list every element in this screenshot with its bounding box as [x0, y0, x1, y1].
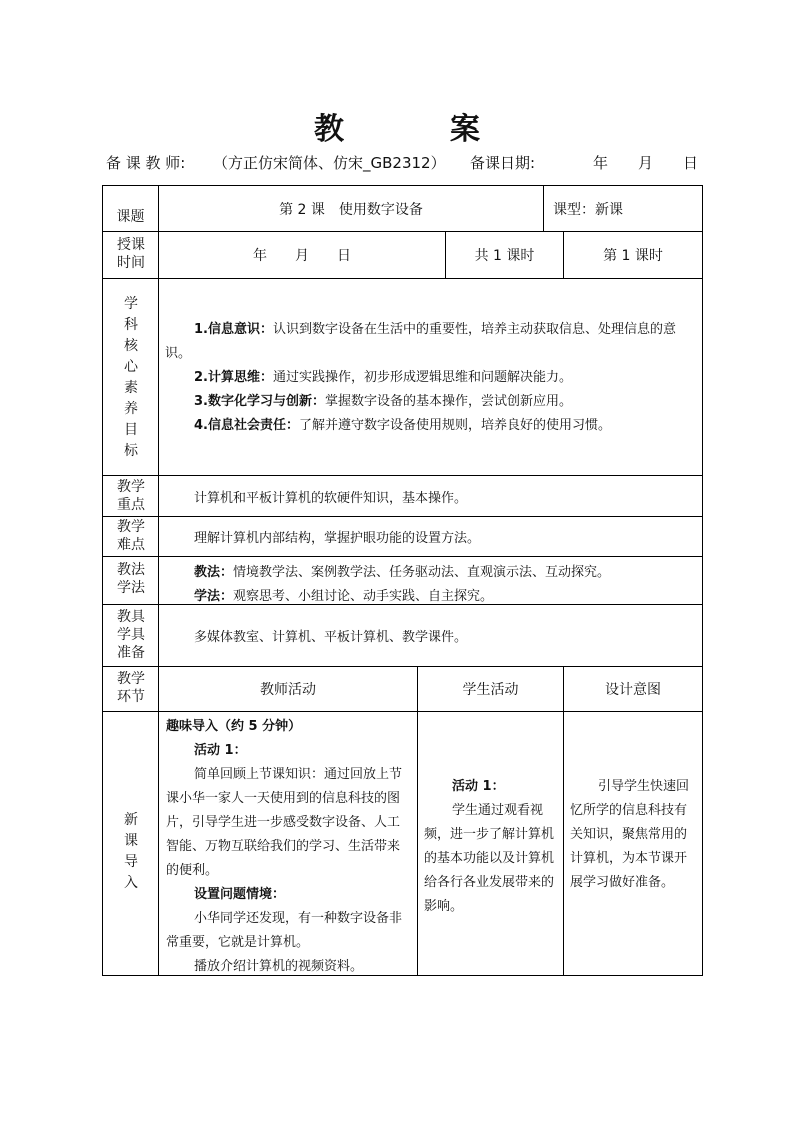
difficult-value: 理解计算机内部结构，掌握护眼功能的设置方法。: [194, 531, 481, 546]
learn-method-head: 学法：: [194, 589, 234, 604]
goal-head: 4.信息社会责任：: [194, 418, 299, 433]
intro-section-title: 趣味导入（约 5 分钟）: [166, 719, 302, 734]
date-value: 年 月 日: [593, 154, 699, 172]
current-hour: 第 1 课时: [603, 248, 663, 264]
goal-text: 掌握数字设备的基本操作，尝试创新应用。: [324, 394, 572, 409]
learn-method: 观察思考、小组讨论、动手实践、自主探究。: [233, 589, 494, 604]
topic-label: 课题: [116, 208, 145, 225]
goal-text: 认识到数字设备在生活中的重要性，培养主动获取信息、处理信息的意识。: [165, 322, 676, 361]
goal-head: 2.计算思维：: [194, 370, 273, 385]
key-value: 计算机和平板计算机的软硬件知识，基本操作。: [194, 491, 468, 506]
difficult-label: 教学难点: [117, 519, 145, 553]
student-activity-text: 学生通过观看视频，进一步了解计算机的基本功能以及计算机给各行各业发展带来的影响。: [424, 803, 555, 914]
activity-title: 活动 1：: [194, 743, 247, 758]
date-label: 备课日期:: [470, 154, 536, 172]
teach-method-head: 教法：: [194, 565, 234, 580]
key-label: 教学重点: [117, 479, 145, 513]
goal-head: 3.数字化学习与创新：: [194, 394, 325, 409]
intro-teacher-activity: [166, 715, 412, 979]
page-title: 教 案: [314, 112, 518, 147]
method-label: 教法学法: [117, 562, 145, 596]
goal-text: 了解并遵守数字设备使用规则，培养良好的使用习惯。: [298, 418, 611, 433]
student-activity-header: 学生活动: [462, 682, 519, 698]
student-activity-title: 活动 1：: [452, 779, 505, 794]
time-label: 授课时间: [117, 237, 145, 271]
scene-text: 小华同学还发现，有一种数字设备非常重要，它就是计算机。: [166, 911, 403, 950]
goal-head: 1.信息意识：: [194, 322, 273, 337]
stage-label: 教学环节: [117, 671, 145, 705]
total-hours: 共 1 课时: [474, 248, 535, 264]
teacher-label: 备 课 教 师:: [106, 154, 186, 172]
goals-list: [165, 318, 697, 438]
goal-text: 通过实践操作，初步形成逻辑思维和问题解决能力。: [272, 370, 572, 385]
intro-design-intent: 引导学生快速回忆所学的信息科技有关知识，聚焦常用的计算机，为本节课开展学习做好准备。: [570, 779, 690, 890]
time-date: 年 月 日: [253, 248, 351, 264]
design-intent-header: 设计意图: [605, 682, 661, 698]
method-text: [194, 561, 699, 609]
tools-value: 多媒体教室、计算机、平板计算机、教学课件。: [194, 630, 468, 645]
teacher-value: （方正仿宋简体、仿宋_GB2312）: [213, 154, 446, 172]
video-text: 播放介绍计算机的视频资料。: [194, 959, 364, 974]
tools-label: 教具学具准备: [117, 609, 145, 661]
lesson-plan-table: [102, 185, 703, 976]
goals-label: 学科核心素养目标: [124, 296, 138, 459]
teacher-activity-header: 教师活动: [260, 682, 316, 698]
intro-student-activity: [424, 775, 557, 919]
review-text: 简单回顾上节课知识：通过回放上节课小华一家人一天使用到的信息科技的图片，引导学生进一步感受数字设备、人工智能、万物互联给我们的学习、生活带来的便利。: [166, 767, 403, 878]
scene-title: 设置问题情境：: [194, 887, 286, 902]
lesson-type: 课型：新课: [553, 202, 623, 218]
teach-method: 情境教学法、案例教学法、任务驱动法、直观演示法、互动探究。: [233, 565, 611, 580]
intro-label: 新课导入: [124, 812, 138, 891]
topic-value: 第 2 课 使用数字设备: [279, 202, 423, 218]
